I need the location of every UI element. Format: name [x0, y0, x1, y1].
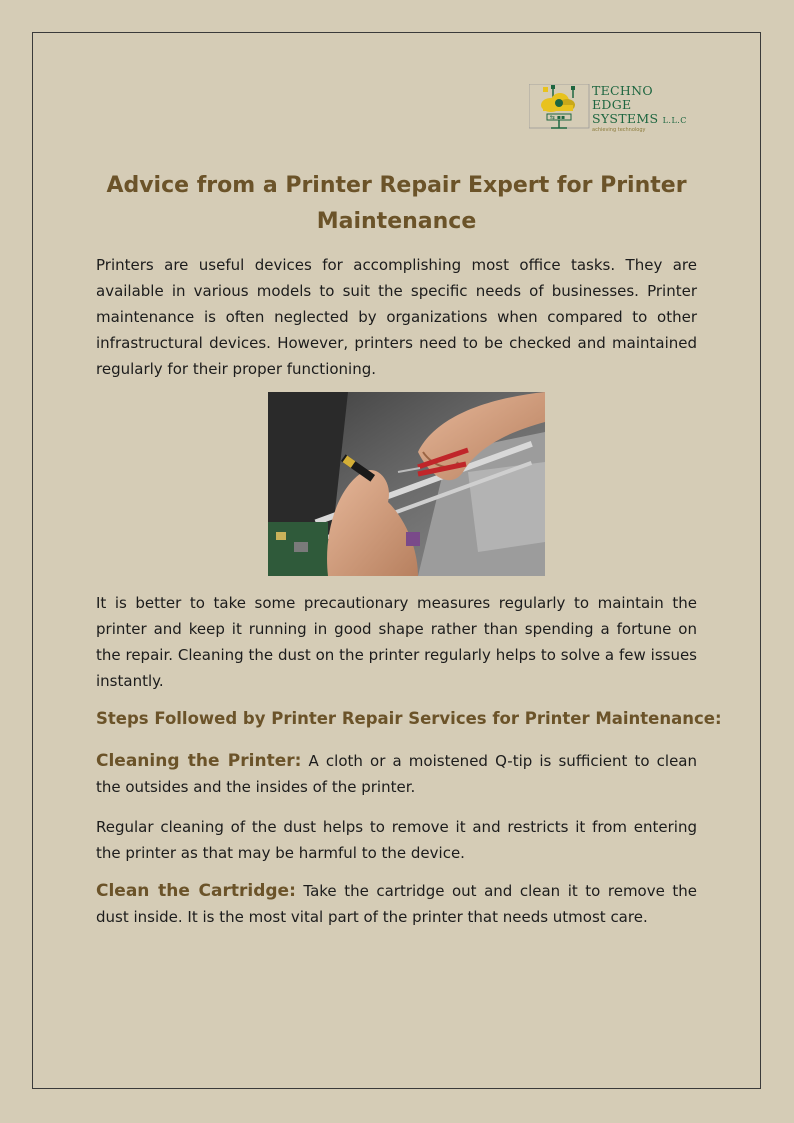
logo-line-techno: TECHNO	[592, 83, 653, 98]
cloud-network-icon	[529, 84, 591, 136]
logo-tagline: achieving technology	[592, 127, 646, 133]
precaution-paragraph: It is better to take some precautionary measures regularly to maintain the printer and keep it running in good shape rather than spending a fortune on the repair. Cleaning the dust on the printer regularly helps to solve a few issues instantly.	[96, 594, 697, 690]
logo-line-edge: EDGE	[592, 97, 632, 112]
document-title: Advice from a Printer Repair Expert for Printer Maintenance	[106, 173, 687, 234]
logo-wordmark	[592, 84, 687, 128]
steps-heading: Steps Followed by Printer Repair Services for Printer Maintenance:	[96, 709, 722, 728]
logo-llc: L.L.C	[662, 116, 687, 125]
step-cleaning-printer	[96, 748, 697, 800]
intro-paragraph: Printers are useful devices for accomplishing most office tasks. They are available in various models to suit the specific needs of businesses. Printer maintenance is often neglected by organizations when compared to other infrastructural devices. However, printers need to be checked and maintained regularly for their proper functioning.	[96, 256, 697, 378]
step-text-cleaning: A cloth or a moistened Q-tip is sufficient to clean the outsides and the insides of the printer.	[96, 752, 697, 796]
step-label-cartridge: Clean the Cartridge:	[96, 881, 296, 901]
step-clean-cartridge	[96, 878, 697, 930]
printer-repair-photo	[268, 392, 545, 576]
svg-text:⇆ ▪▪: ⇆ ▪▪	[550, 114, 566, 121]
step-text-regular: Regular cleaning of the dust helps to remove it and restricts it from entering the printer as that may be harmful to the device.	[96, 818, 697, 862]
logo-line-systems	[592, 112, 687, 128]
step-text-cartridge: Take the cartridge out and clean it to remove the dust inside. It is the most vital part of the printer that needs utmost care.	[96, 882, 697, 926]
logo-systems-word: SYSTEMS	[592, 111, 659, 126]
step-label-cleaning: Cleaning the Printer:	[96, 751, 302, 771]
company-logo	[529, 84, 693, 136]
step-regular-cleaning	[96, 814, 697, 866]
